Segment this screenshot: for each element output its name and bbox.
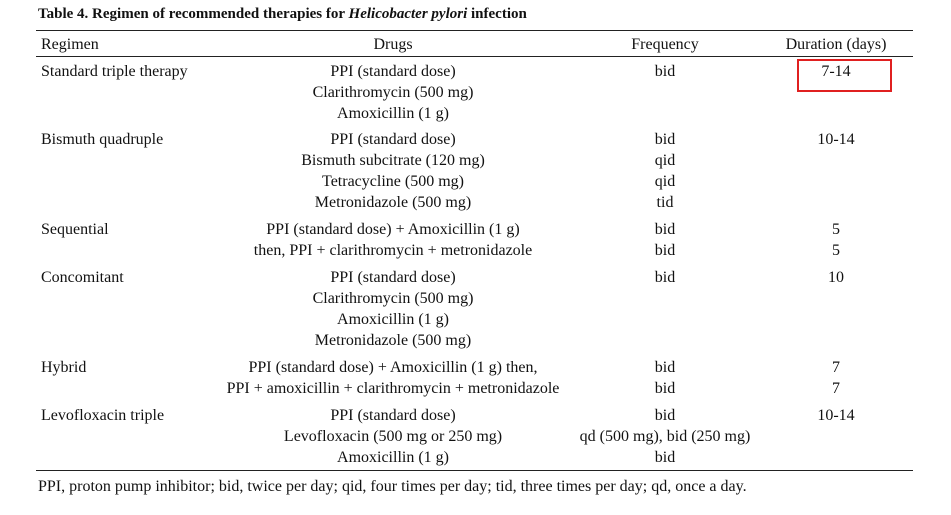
row-bismuth-quadruple-drugs [301, 129, 485, 213]
table-top-rule [36, 30, 913, 31]
row-bismuth-quadruple-frequency [655, 129, 675, 213]
frequency-line: bid [654, 380, 676, 397]
frequency-line: bid [654, 242, 676, 259]
drug-line: Bismuth subcitrate (120 mg) [301, 152, 485, 169]
row-hybrid-regimen: Hybrid [41, 359, 87, 376]
drug-line: Clarithromycin (500 mg) [312, 84, 474, 101]
drug-line: Tetracycline (500 mg) [322, 173, 464, 190]
table-title-suffix: infection [467, 6, 527, 22]
frequency-line: bid [654, 131, 676, 148]
drug-line: then, PPI + clarithromycin + metronidazole [253, 242, 533, 259]
frequency-line: qid [654, 173, 676, 190]
drug-line: PPI (standard dose) + Amoxicillin (1 g) then, [248, 359, 538, 376]
drug-line: PPI (standard dose) [330, 63, 456, 80]
frequency-line: bid [654, 63, 676, 80]
drug-line: Amoxicillin (1 g) [337, 449, 449, 466]
row-hybrid-drugs [227, 357, 560, 399]
duration-line: 7 [832, 359, 840, 376]
header-duration: Duration (days) [785, 36, 887, 53]
frequency-line: bid [654, 269, 676, 286]
drug-line: Amoxicillin (1 g) [337, 105, 449, 122]
table-title [38, 6, 527, 23]
row-bismuth-quadruple-regimen: Bismuth quadruple [41, 131, 164, 148]
drug-line: Metronidazole (500 mg) [314, 194, 472, 211]
table-bottom-rule [36, 470, 913, 471]
row-standard-triple-regimen: Standard triple therapy [41, 63, 188, 80]
drug-line: PPI (standard dose) [330, 407, 456, 424]
frequency-line: bid [654, 449, 676, 466]
duration-line: 10-14 [817, 407, 855, 424]
frequency-line: bid [654, 407, 676, 424]
frequency-line: tid [656, 194, 674, 211]
row-levofloxacin-triple-frequency [580, 405, 751, 468]
row-sequential-drugs [254, 219, 532, 261]
row-sequential-duration [832, 219, 840, 261]
row-sequential-frequency [655, 219, 675, 261]
frequency-line: bid [654, 359, 676, 376]
row-concomitant-drugs [313, 267, 474, 351]
row-standard-triple-frequency [655, 61, 675, 82]
table-title-organism: Helicobacter pylori [348, 6, 468, 22]
header-frequency: Frequency [631, 36, 699, 53]
header-drugs: Drugs [373, 36, 413, 53]
duration-line: 7 [832, 380, 840, 397]
row-concomitant-regimen: Concomitant [41, 269, 124, 286]
drug-line: Levofloxacin (500 mg or 250 mg) [283, 428, 503, 445]
frequency-line: bid [654, 221, 676, 238]
table-header-rule [36, 56, 913, 57]
row-concomitant-duration [828, 267, 844, 288]
duration-line: 10-14 [817, 131, 855, 148]
table-footnote: PPI, proton pump inhibitor; bid, twice per day; qid, four times per day; tid, three times per day; qd, once a day. [38, 478, 747, 495]
drug-line: Metronidazole (500 mg) [314, 332, 472, 349]
row-levofloxacin-triple-duration [817, 405, 854, 426]
table-title-prefix: Table 4. Regimen of recommended therapies for [38, 6, 349, 22]
frequency-line: qid [654, 152, 676, 169]
header-regimen: Regimen [41, 36, 99, 53]
drug-line: PPI + amoxicillin + clarithromycin + metronidazole [226, 380, 560, 397]
drug-line: PPI (standard dose) [330, 269, 456, 286]
drug-line: PPI (standard dose) + Amoxicillin (1 g) [266, 221, 520, 238]
duration-line: 10 [828, 269, 844, 286]
frequency-line: qd (500 mg), bid (250 mg) [579, 428, 751, 445]
drug-line: Amoxicillin (1 g) [337, 311, 449, 328]
row-hybrid-duration [832, 357, 840, 399]
drug-line: Clarithromycin (500 mg) [312, 290, 474, 307]
duration-line: 5 [832, 221, 840, 238]
row-standard-triple-drugs [313, 61, 474, 124]
row-concomitant-frequency [655, 267, 675, 288]
row-levofloxacin-triple-regimen: Levofloxacin triple [41, 407, 165, 424]
row-hybrid-frequency [655, 357, 675, 399]
duration-line: 7-14 [821, 63, 851, 80]
row-bismuth-quadruple-duration [817, 129, 854, 150]
row-levofloxacin-triple-drugs [284, 405, 502, 468]
row-sequential-regimen: Sequential [41, 221, 109, 238]
duration-line: 5 [832, 242, 840, 259]
duration-highlight-box [797, 59, 892, 92]
drug-line: PPI (standard dose) [330, 131, 456, 148]
